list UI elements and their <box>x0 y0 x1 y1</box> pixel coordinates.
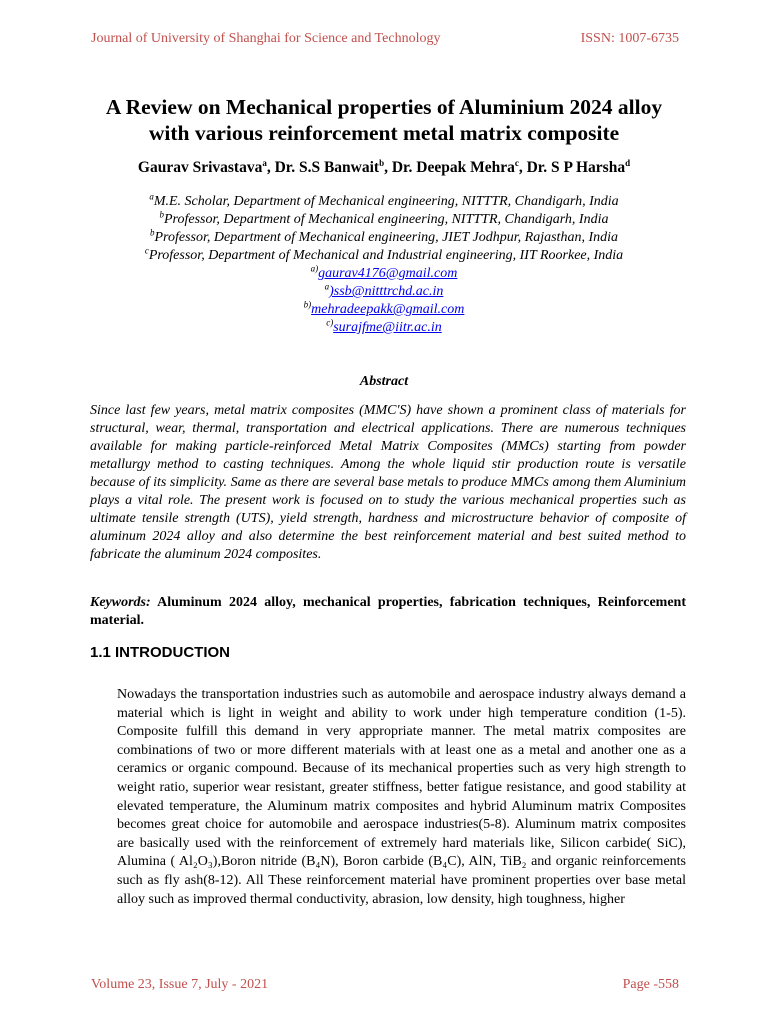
affiliation: $^c$Professor, Department of Mechanical and Industrial engineering, IIT Roorkee, India <box>144 245 624 263</box>
abstract-text: Since last few years, metal matrix composites (MMC'S) have shown a prominent class of materials for structural, wear, thermal, transportation and electrical applications. There are numerous techniques available for making particle-reinforced Metal Matrix Composites (MMCs) starting from powder metallurgy method to casting techniques. Among the whole liquid stir production route is versatile because of its simplicity. Same as there are several base metals to produce MMCs among them Aluminium plays a vital role. The present work is focused on to study the various mechanical properties such as ultimate tensile strength (UTS), yield strength, hardness and microstructure behavior of composite of aluminum 2024 alloy and also determine the best reinforcement material and best suited method to fabricate the aluminum 2024 composites. <box>90 403 686 562</box>
title-line-2: with various reinforcement metal matrix composite <box>148 121 620 145</box>
email-link[interactable]: )ssb@nitttrchd.ac.in <box>329 284 444 299</box>
author: Dr. Deepak Mehra$^c$, <box>391 157 527 176</box>
paper-title <box>60 94 708 146</box>
affiliations <box>60 193 708 337</box>
email-row: $^{b)}$mehradeepakk@gmail.com <box>303 299 465 317</box>
email-link[interactable]: surajfme@iitr.ac.in <box>333 320 442 335</box>
author: Gaurav Srivastava$^a$, <box>137 157 275 176</box>
section-heading: 1.1 INTRODUCTION <box>90 644 231 661</box>
journal-header: Journal of University of Shanghai for Science and Technology <box>91 31 441 46</box>
issn-header: ISSN: 1007-6735 <box>580 31 679 46</box>
affiliation: $^a$M.E. Scholar, Department of Mechanical engineering, NITTTR, Chandigarh, India <box>149 191 619 209</box>
author-list <box>60 159 708 177</box>
footer-volume: Volume 23, Issue 7, July - 2021 <box>91 977 269 992</box>
affiliation: $^b$Professor, Department of Mechanical engineering, NITTTR, Chandigarh, India <box>159 209 609 227</box>
keywords-label: Keywords: <box>90 595 151 610</box>
email-row: $^a$)ssb@nitttrchd.ac.in <box>324 281 444 299</box>
keywords <box>90 594 686 630</box>
footer-page: Page -558 <box>622 977 679 992</box>
intro-paragraph: Nowadays the transportation industries such as automobile and aerospace industry always demand a material which is light in weight and ability to work under high temperature condition (1-5). Composite fulfill this demand in very appropriate manner. The metal matrix composites are combinations of two or more different materials with at least one as a metal and another one as a ceramics or organic compound. Because of its mechanical properties such as very high strength to weight ratio, superior wear resistant, greater stiffness, better fatigue resistance, and good stability at elevated temperature, the Aluminum matrix composites and hybrid Aluminum matrix Composites becomes great choice for automobile and aerospace industries(5-8). Aluminum matrix composites are basically used with the reinforcement of extremely hard materials like, Silicon carbide( SiC), Alumina ( Al₂O₃),Boron nitride (B₄N), Boron carbide (B₄C), AlN, TiB₂ and organic reinforcements such as fly ash(8-12). All These reinforcement material have prominent properties over base metal alloy such as improved thermal conductivity, abrasion, low density, high toughness, higher <box>117 687 686 907</box>
email-row: $^{a)}$gaurav4176@gmail.com <box>310 263 458 281</box>
abstract-heading: Abstract <box>359 374 409 389</box>
author: Dr. S P Harsha$^d$ <box>526 157 631 176</box>
email-link[interactable]: mehradeepakk@gmail.com <box>311 302 465 317</box>
email-row: $^{c)}$surajfme@iitr.ac.in <box>326 317 442 335</box>
email-link[interactable]: gaurav4176@gmail.com <box>318 266 458 281</box>
keywords-text: Aluminum 2024 alloy, mechanical properties, fabrication techniques, Reinforcement material. <box>90 595 686 628</box>
author: Dr. S.S Banwait$^b$, <box>274 157 392 176</box>
affiliation: $^b$Professor, Department of Mechanical engineering, JIET Jodhpur, Rajasthan, India <box>150 227 618 245</box>
title-line-1: A Review on Mechanical properties of Aluminium 2024 alloy <box>105 95 663 119</box>
